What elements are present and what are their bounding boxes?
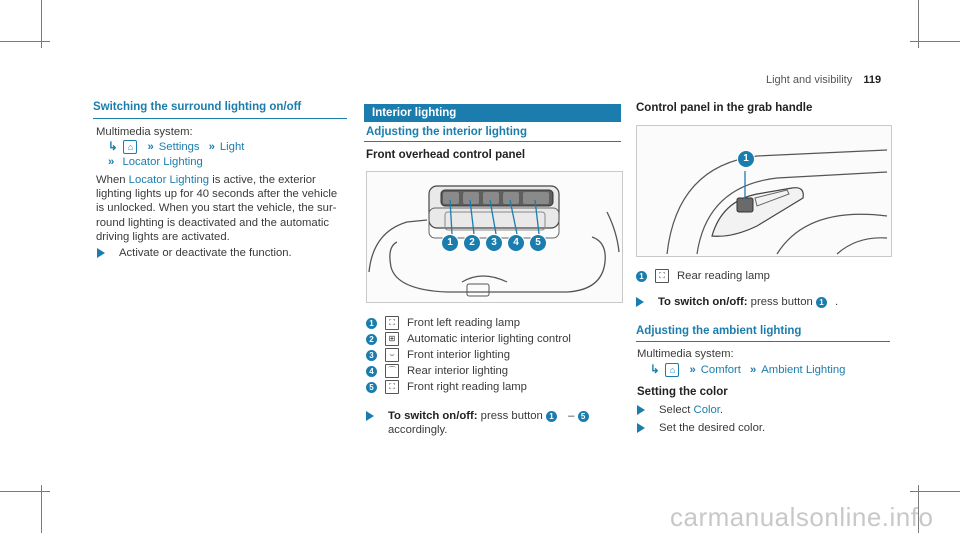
action-step xyxy=(637,422,765,434)
legend-number: 4 xyxy=(366,366,377,377)
crop-mark xyxy=(0,41,50,42)
button-ref: 1 xyxy=(546,411,557,422)
legend-label: Front interior lighting xyxy=(407,349,510,361)
legend-label: Rear interior lighting xyxy=(407,365,509,377)
legend-item xyxy=(366,332,571,346)
action-bold: To switch on/off: xyxy=(658,296,748,308)
panel-heading: Front overhead control panel xyxy=(366,149,526,161)
legend-item xyxy=(636,269,770,283)
action-step xyxy=(97,247,292,259)
legend-label: Automatic interior lighting control xyxy=(407,333,571,345)
action-block xyxy=(659,404,723,416)
play-triangle-icon xyxy=(97,248,105,258)
running-header xyxy=(766,74,881,86)
action-text: accordingly. xyxy=(388,424,448,436)
header-page-number: 119 xyxy=(863,74,882,86)
action-text: press button xyxy=(747,296,816,308)
para-line: round lighting is deactivated and the automatic xyxy=(96,216,329,229)
para-line: is unlocked. When you start the vehicle, the sur- xyxy=(96,202,337,215)
legend-item xyxy=(366,380,527,394)
home-icon[interactable]: ⌂ xyxy=(123,140,137,154)
interior-light-icon: ⌣ xyxy=(385,348,399,362)
watermark: carmanualsonline.info xyxy=(670,502,934,532)
reading-lamp-icon: ⛶ xyxy=(385,316,399,330)
double-chevron-icon: » xyxy=(749,364,757,376)
callout-marker: 1 xyxy=(737,150,755,168)
para-text: is active, the exterior xyxy=(209,174,316,186)
action-step xyxy=(637,404,723,416)
reading-lamp-icon: ⛶ xyxy=(385,380,399,394)
crop-mark xyxy=(41,485,42,533)
heading-rule xyxy=(636,341,890,342)
description-paragraph xyxy=(96,173,352,244)
subheading: Adjusting the interior lighting xyxy=(366,126,527,138)
locator-lighting-link[interactable]: Locator Lighting xyxy=(128,174,210,186)
multimedia-label: Multimedia system: xyxy=(96,126,193,138)
nav-path-2 xyxy=(108,155,203,169)
color-link[interactable]: Color xyxy=(693,404,720,416)
nav-comfort-link[interactable]: Comfort xyxy=(700,364,741,376)
legend-number: 2 xyxy=(366,334,377,345)
play-triangle-icon xyxy=(366,411,374,421)
legend-number: 1 xyxy=(636,271,647,282)
enter-arrow-icon: ↳ xyxy=(108,141,118,153)
grab-handle-drawing xyxy=(637,126,891,256)
action-step xyxy=(366,409,597,437)
para-line: driving lights are activated. xyxy=(96,230,230,243)
nav-light-link[interactable]: Light xyxy=(219,141,245,153)
play-triangle-icon xyxy=(636,297,644,307)
legend-label: Front right reading lamp xyxy=(407,381,527,393)
action-text: press button xyxy=(477,410,546,422)
legend-label: Front left reading lamp xyxy=(407,317,521,329)
legend-number: 5 xyxy=(366,382,377,393)
para-text: When xyxy=(96,174,129,186)
action-text: Select xyxy=(659,404,694,416)
action-step xyxy=(636,296,838,308)
action-text: Activate or deactivate the function. xyxy=(119,247,292,259)
action-text: Set the desired color. xyxy=(659,422,766,434)
play-triangle-icon xyxy=(637,405,645,415)
button-ref: 5 xyxy=(578,411,589,422)
double-chevron-icon: » xyxy=(208,141,215,153)
heading-rule xyxy=(364,141,621,142)
section-bar: Interior lighting xyxy=(364,104,621,122)
interior-light-icon: ⌒ xyxy=(385,364,399,378)
grab-handle-illustration xyxy=(636,125,892,257)
callout-marker: 1 xyxy=(441,234,459,252)
crop-mark xyxy=(910,491,960,492)
crop-mark xyxy=(910,41,960,42)
heading-rule xyxy=(93,118,347,119)
double-chevron-icon: » xyxy=(108,156,115,168)
enter-arrow-icon: ↳ xyxy=(650,364,660,376)
callout-marker: 5 xyxy=(529,234,547,252)
action-block xyxy=(388,409,597,437)
nav-locator-link[interactable]: Locator Lighting xyxy=(122,156,203,168)
auto-light-icon: ⊞ xyxy=(385,332,399,346)
action-text: . xyxy=(719,404,724,416)
button-ref: 1 xyxy=(816,297,827,308)
para-line: lighting lights up for 40 seconds after the vehicle xyxy=(96,188,338,201)
reading-lamp-icon: ⛶ xyxy=(655,269,669,283)
action-bold: To switch on/off: xyxy=(388,410,478,422)
play-triangle-icon xyxy=(637,423,645,433)
action-text: – xyxy=(564,410,578,422)
action-block: To switch on/off: press button 1 . xyxy=(658,296,839,308)
callout-row xyxy=(441,234,547,252)
legend-number: 1 xyxy=(366,318,377,329)
home-icon[interactable]: ⌂ xyxy=(665,363,679,377)
multimedia-label: Multimedia system: xyxy=(637,348,734,360)
double-chevron-icon: » xyxy=(689,364,696,376)
legend-item xyxy=(366,348,510,362)
callout-marker: 2 xyxy=(463,234,481,252)
legend-item xyxy=(366,364,508,378)
callout-marker: 3 xyxy=(485,234,503,252)
overhead-console-illustration xyxy=(366,171,623,303)
header-section: Light and visibility xyxy=(766,74,853,86)
crop-mark xyxy=(0,491,50,492)
nav-ambient-link[interactable]: Ambient Lighting xyxy=(761,364,846,376)
nav-settings-link[interactable]: Settings xyxy=(158,141,200,153)
color-heading: Setting the color xyxy=(637,386,728,398)
legend-number: 3 xyxy=(366,350,377,361)
nav-path xyxy=(108,140,244,154)
section-heading: Switching the surround lighting on/off xyxy=(93,101,302,113)
ambient-heading: Adjusting the ambient lighting xyxy=(636,325,802,337)
grab-handle-heading: Control panel in the grab handle xyxy=(636,102,813,114)
legend-item xyxy=(366,316,520,330)
legend-label: Rear reading lamp xyxy=(677,270,770,282)
nav-path xyxy=(650,363,845,377)
double-chevron-icon: » xyxy=(147,141,154,153)
callout-marker: 4 xyxy=(507,234,525,252)
